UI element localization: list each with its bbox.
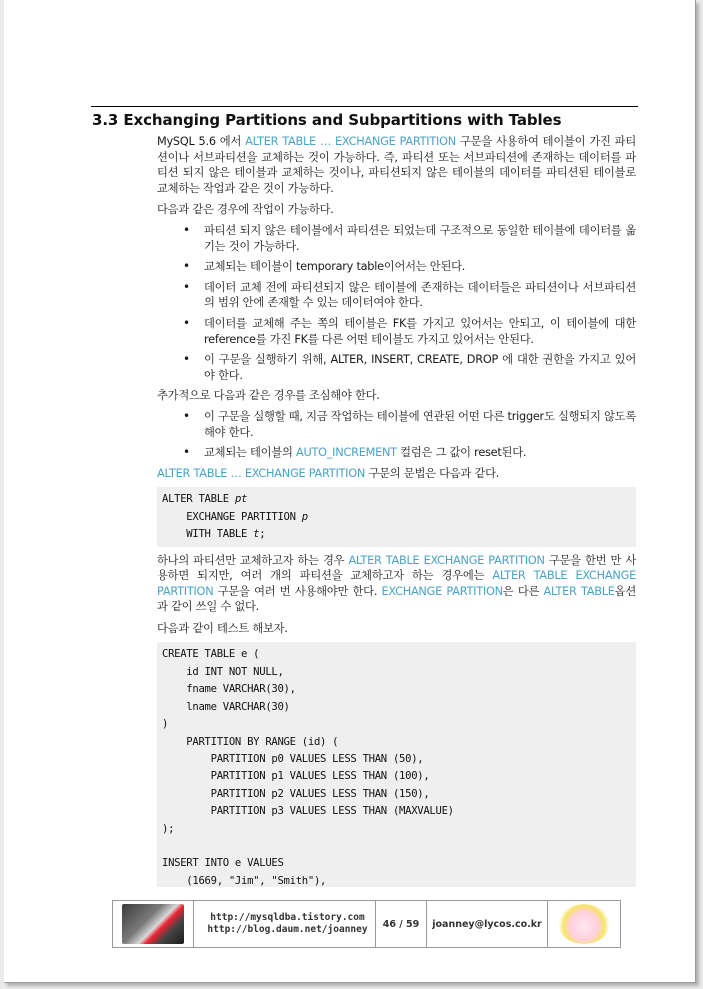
bullet-icon: • — [183, 315, 190, 330]
conditions-list — [157, 223, 636, 383]
paragraph-link[interactable]: EXCHANGE PARTITION — [381, 584, 503, 598]
avatar-image — [122, 904, 184, 944]
avatar-image — [558, 904, 610, 944]
conditions-intro: 다음과 같은 경우에 작업이 가능하다. — [157, 203, 334, 217]
test-code-block: CREATE TABLE e ( id INT NOT NULL, fname VARCHAR(30), lname VARCHAR(30) ) PARTITION BY RANGE (id) ( PARTITION p0 VALUES LESS THAN (50), PARTITION p1 VALUES LESS THAN (100), PARTITION p2 VALUES LESS THAN (150), PARTITION p3 VALUES LESS THAN (MAXVALUE) ); INSERT INTO e VALUES (1669, "Jim", "Smith"), — [157, 642, 636, 887]
syntax-intro-text: 구문의 문법은 다음과 같다. — [365, 466, 500, 480]
code-line: ALTER TABLE — [162, 493, 235, 506]
blog-link-daum[interactable]: http://blog.daum.net/joanney — [207, 924, 368, 935]
author-email[interactable]: joanney@lycos.co.kr — [427, 901, 548, 947]
bullet-icon: • — [183, 445, 190, 460]
syntax-link[interactable]: ALTER TABLE … EXCHANGE PARTITION — [157, 466, 366, 480]
intro-link[interactable]: ALTER TABLE … EXCHANGE PARTITION — [245, 135, 456, 148]
list-item — [157, 259, 636, 275]
paragraph-link[interactable]: ALTER TABLE EXCHANGE PARTITION — [157, 569, 636, 598]
bullet-icon: • — [183, 408, 190, 423]
syntax-code-block — [157, 487, 636, 546]
page-number: 46 / 59 — [376, 901, 427, 947]
page-footer — [112, 900, 621, 948]
code-line: WITH TABLE — [162, 528, 254, 541]
intro-text-rest: 구문을 사용하여 테이블이 가진 파티션이나 서브파티션을 교체하는 것이 가능하다. 즉, 파티션 또는 서브파티션에 존재하는 데이터를 파티션 되지 않은 테이블과 교체하는 것이나, 파티션되지 않은 테이블의 데이터를 파티션된 테이블로 교체하는 작업과 같은 것이 가능하다. — [157, 135, 637, 195]
list-item — [157, 352, 636, 383]
blog-link-tistory[interactable]: http://mysqldba.tistory.com — [210, 912, 365, 923]
code-var: pt — [234, 493, 248, 506]
paragraph-link[interactable]: ALTER TABLE — [543, 584, 615, 598]
list-item-text: 데이터를 교체해 주는 쪽의 테이블은 FK를 가지고 있어서는 안되고, 이 테이블에 대한 reference를 가진 FK를 다른 어떤 테이블도 가지고 있어서는 안된다. — [204, 316, 636, 346]
paragraph-text: 구문을 여러 번 사용해야만 한다. — [213, 584, 382, 598]
bullet-icon: • — [183, 222, 190, 237]
list-item-text-rest: 컬럼은 그 값이 reset된다. — [396, 446, 527, 460]
author-avatar-left — [113, 901, 194, 947]
bullet-icon: • — [183, 352, 190, 367]
bullet-icon: • — [183, 279, 190, 294]
document-page — [4, 0, 696, 983]
document-body — [157, 134, 636, 887]
syntax-intro — [157, 466, 636, 482]
list-item-text: 교체되는 테이블의 — [204, 446, 296, 460]
code-punct: ; — [259, 528, 266, 541]
list-item-text: 이 구문을 실행할 때, 지금 작업하는 테이블에 연관된 어떤 다른 trigger도 실행되지 않도록 해야 한다. — [204, 409, 636, 439]
paragraph-text: 하나의 파티션만 교체하고자 하는 경우 — [157, 553, 349, 567]
list-item-text: 이 구문을 실행하기 위해, ALTER, INSERT, CREATE, DROP 에 대한 권한을 가지고 있어야 한다. — [204, 353, 636, 382]
caution-intro: 추가적으로 다음과 같은 경우를 조심해야 한다. — [157, 389, 380, 403]
author-avatar-right — [548, 901, 620, 947]
section-rule — [91, 106, 638, 107]
auto-increment-link[interactable]: AUTO_INCREMENT — [296, 446, 397, 460]
intro-paragraph — [157, 134, 636, 196]
cautions-list — [157, 409, 636, 461]
footer-links — [194, 901, 376, 947]
intro-text: MySQL 5.6 에서 — [157, 135, 246, 148]
code-var: t — [253, 528, 260, 541]
paragraph-text: 은 다른 — [502, 584, 544, 598]
paragraph-text: 구문을 한번 만 사용하면 되지만, 여러 개의 파티션을 교체하고자 하는 경우에는 — [157, 553, 636, 583]
list-item — [157, 409, 636, 440]
single-partition-paragraph — [157, 553, 636, 615]
list-item-text: 교체되는 테이블이 temporary table이어서는 안된다. — [204, 260, 466, 274]
list-item — [157, 223, 636, 254]
paragraph-link[interactable]: ALTER TABLE EXCHANGE PARTITION — [348, 553, 545, 567]
code-var: p — [301, 510, 308, 523]
section-title: 3.3 Exchanging Partitions and Subpartitions with Tables — [92, 111, 562, 129]
list-item-text: 파티션 되지 않은 테이블에서 파티션은 되었는데 구조적으로 동일한 테이블에 데이터를 옮기는 것이 가능하다. — [204, 223, 636, 253]
list-item — [157, 280, 636, 311]
paragraph-text: 옵션과 같이 쓰일 수 없다. — [157, 584, 636, 614]
test-intro: 다음과 같이 테스트 해보자. — [157, 621, 288, 635]
list-item — [157, 445, 636, 461]
code-line: EXCHANGE PARTITION — [162, 510, 302, 523]
list-item-text: 데이터 교체 전에 파티션되지 않은 테이블에 존재하는 데이터들은 파티션이나 서브파티션의 범위 안에 존재할 수 있는 데이터여야 한다. — [204, 280, 636, 310]
list-item — [157, 316, 636, 347]
bullet-icon: • — [183, 259, 190, 274]
